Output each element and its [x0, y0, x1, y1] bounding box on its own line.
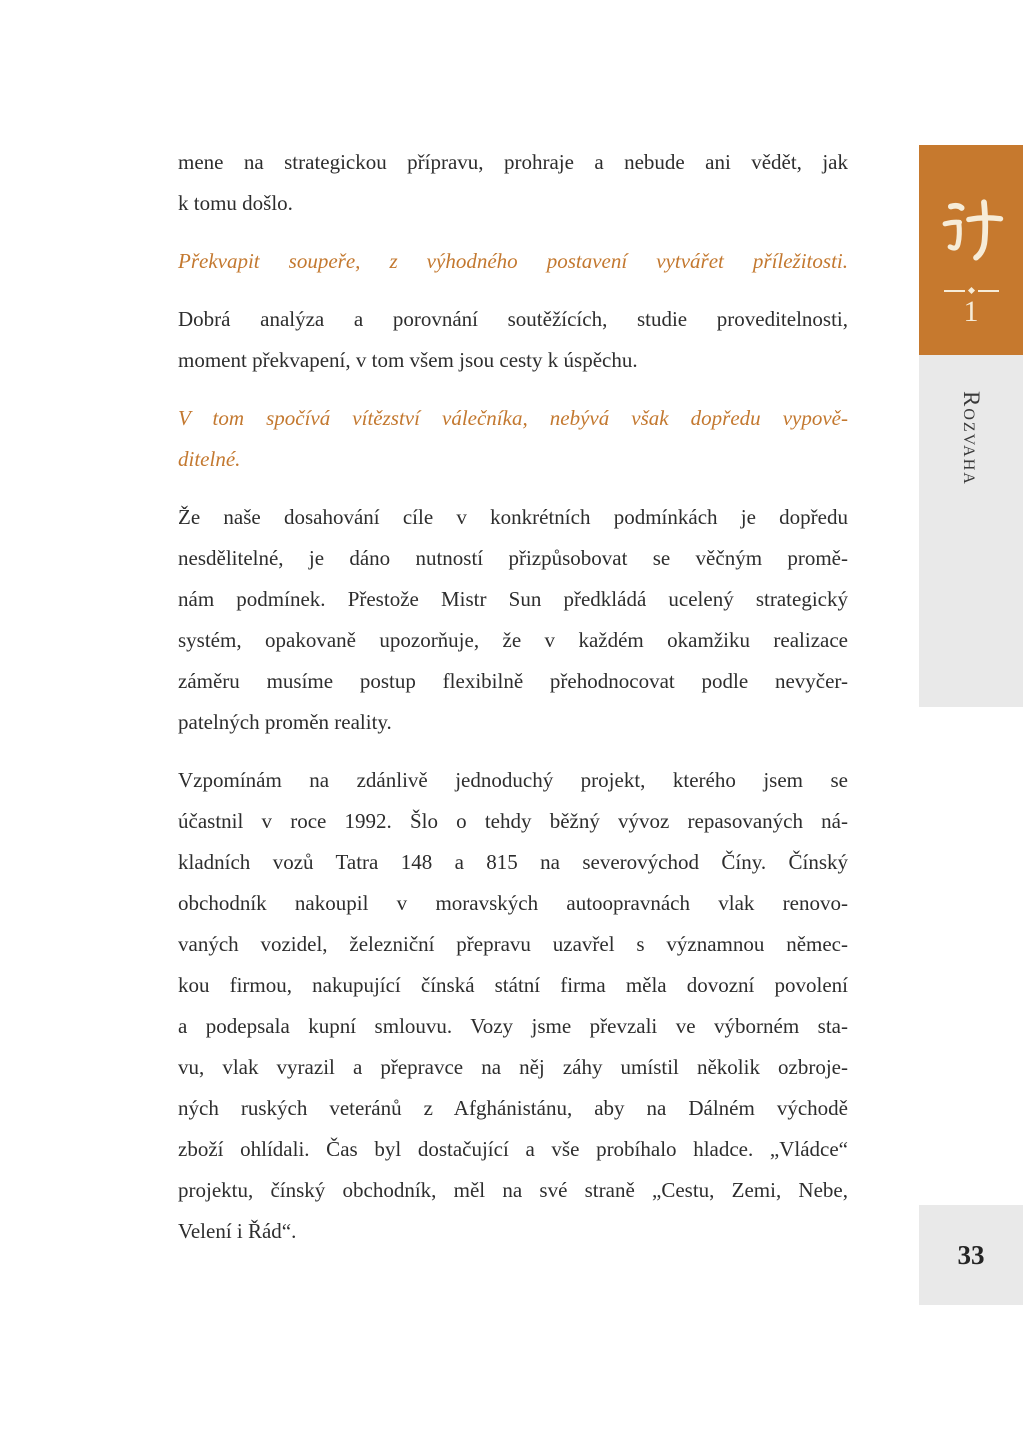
- body-line: zboží ohlídali. Čas byl dostačující a vše probíhalo hladce. „Vládce“: [178, 1137, 848, 1161]
- paragraph-continuation: [178, 142, 848, 224]
- body-line: a podepsala kupní smlouvu. Vozy jsme převzali ve výborném sta-: [178, 1014, 848, 1038]
- quote-line: Překvapit soupeře, z výhodného postavení vytvářet příležitosti.: [178, 249, 848, 273]
- body-line: kladních vozů Tatra 148 a 815 na severovýchod Číny. Čínský: [178, 850, 848, 874]
- chapter-name-tab: [919, 355, 1023, 707]
- body-line: vaných vozidel, železniční přepravu uzavřel s významnou němec-: [178, 932, 848, 956]
- text-column: [178, 142, 848, 1269]
- page-number-box: [919, 1205, 1023, 1305]
- body-line: Že naše dosahování cíle v konkrétních podmínkách je dopředu: [178, 505, 848, 529]
- body-line: Velení i Řád“.: [178, 1219, 297, 1243]
- body-line: patelných proměn reality.: [178, 710, 392, 734]
- quote-line: ditelné.: [178, 447, 241, 471]
- paragraph: [178, 497, 848, 743]
- divider-line: [978, 290, 999, 292]
- body-line: nám podmínek. Přestože Mistr Sun předkládá ucelený strategický: [178, 587, 848, 611]
- quote-line: V tom spočívá vítězství válečníka, nebývá však dopředu vypově-: [178, 406, 848, 430]
- page-number: 33: [957, 1239, 985, 1270]
- body-line: účastnil v roce 1992. Šlo o tehdy běžný vývoz repasovaných ná-: [178, 809, 848, 833]
- divider-diamond: [967, 287, 974, 294]
- quote-paragraph: [178, 241, 848, 282]
- paragraph: [178, 760, 848, 1252]
- body-line: k tomu došlo.: [178, 191, 293, 215]
- body-line: ných ruských veteránů z Afghánistánu, aby na Dálném východě: [178, 1096, 848, 1120]
- body-line: systém, opakovaně upozorňuje, že v každém okamžiku realizace: [178, 628, 848, 652]
- body-line: nesdělitelné, je dáno nutností přizpůsobovat se věčným promě-: [178, 546, 848, 570]
- body-line: Vzpomínám na zdánlivě jednoduchý projekt, kterého jsem se: [178, 768, 848, 792]
- body-line: Dobrá analýza a porovnání soutěžících, studie proveditelnosti,: [178, 307, 848, 331]
- chapter-name-vertical-label: Rozvaha: [959, 391, 984, 486]
- body-line: vu, vlak vyrazil a přepravce na něj záhy umístil několik ozbroje-: [178, 1055, 848, 1079]
- body-line: kou firmou, nakupující čínská státní firma měla dovozní povolení: [178, 973, 848, 997]
- body-line: obchodník nakoupil v moravských autoopravnách vlak renovo-: [178, 891, 848, 915]
- body-line: mene na strategickou přípravu, prohraje a nebude ani vědět, jak: [178, 150, 848, 174]
- chapter-number: 1: [963, 295, 979, 328]
- quote-paragraph: [178, 398, 848, 480]
- paragraph: [178, 299, 848, 381]
- body-line: moment překvapení, v tom všem jsou cesty k úspěchu.: [178, 348, 638, 372]
- chapter-tab: [919, 145, 1023, 355]
- chinese-character-ji-icon: [935, 195, 1007, 272]
- body-line: projektu, čínský obchodník, měl na své straně „Cestu, Zemi, Nebe,: [178, 1178, 848, 1202]
- divider-line: [944, 290, 965, 292]
- body-line: záměru musíme postup flexibilně přehodnocovat podle nevyčer-: [178, 669, 848, 693]
- ornament-divider: [944, 288, 999, 293]
